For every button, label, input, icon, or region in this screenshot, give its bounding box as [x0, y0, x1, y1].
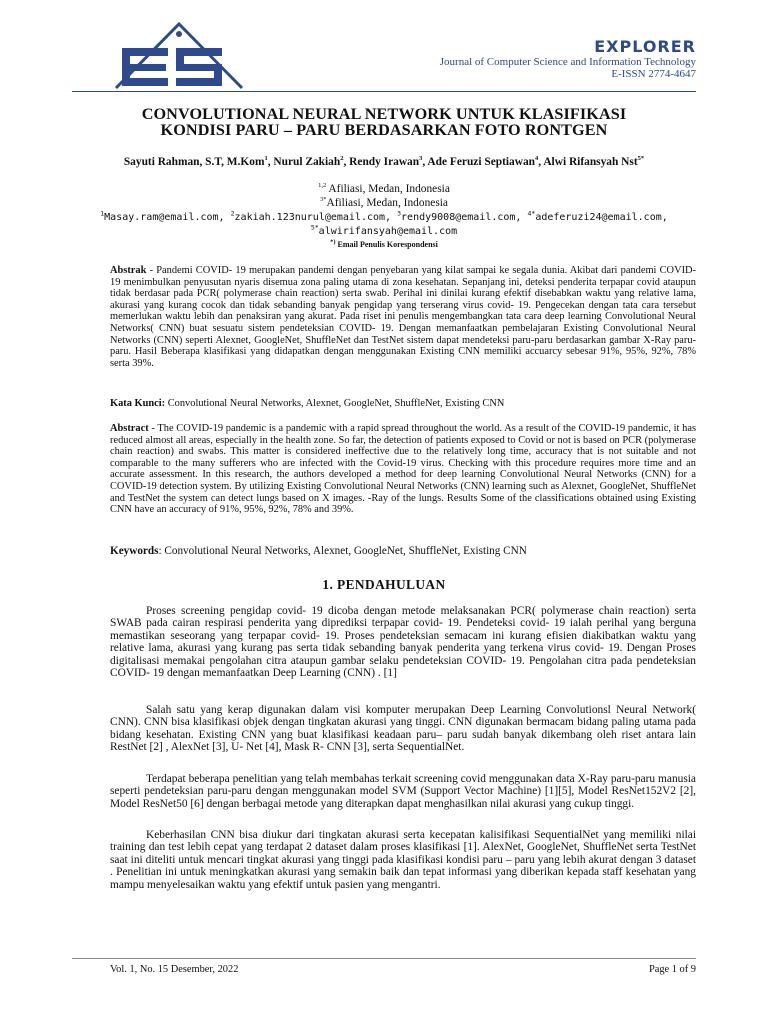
journal-name: Journal of Computer Science and Information Technology: [439, 56, 696, 68]
email-sup: 4*: [527, 209, 536, 218]
affiliation-sup: 3*: [320, 196, 327, 204]
keywords-text: : Convolutional Neural Networks, Alexnet, GoogleNet, ShuffleNet, Existing CNN: [158, 545, 527, 557]
email-sup: 3: [397, 209, 402, 218]
author-sup: 1: [264, 155, 268, 163]
kata-kunci: [110, 398, 696, 409]
header-divider: [72, 91, 696, 92]
email-sup: 2: [230, 209, 235, 218]
body-paragraph-2: [110, 704, 696, 754]
email-link[interactable]: alwirifansyah@email.com: [318, 226, 458, 237]
email-link[interactable]: zakiah.123nurul@email.com,: [234, 212, 392, 223]
body-text: Terdapat beberapa penelitian yang telah membahas terkait screening covid menggunakan data X-Ray paru-paru manusia seperti pendeteksian paru-paru dengan menggunakan model SVM (Support Vector Machine) [1][5], Model ResNet152V2 [2], Model ResNet50 [6] dengan berbagai metode yang diterapkan dapat menghasilkan nilai akurasi yang cukup tinggi.: [110, 773, 696, 810]
body-text: Salah satu yang kerap digunakan dalam visi komputer merupakan Deep Learning Convolutionsl Neural Network( CNN). CNN bisa klasifikasi objek dengan tingkatan akurasi yang tinggi. CNN digunakan bermacam bidang paling utama pada bidang kesehatan. Existing CNN yang buat klasifikasi keadaan paru– paru sudah banyak dikembang oleh riset antara lain RestNet [2] , AlexNet [3], U- Net [4], Mask R- CNN [3], serta SequentialNet.: [110, 704, 696, 754]
author-sup: 3: [419, 155, 423, 163]
email-sup: 1: [100, 209, 105, 218]
abstrak-text: - Pandemi COVID- 19 merupakan pandemi dengan penyebaran yang kilat sampai ke segala dunia. Akibat dari pandemi COVID- 19 menimbulkan penyusutan nyaris disemua zona paling utama di zona kesehatan. Sepanjang ini, deteksi penderita terpapar covid ataupun tidak berdasar pada PCR( polymerase chain reaction) serta swab. Perihal ini dinilai kurang efektif disebabkan waktu yang relative lama, akurasi yang kurang cocok dan tidak sebanding banyak pengidap yang terserang virus covid- 19. Pengecekan dengan tata cara tersebut memerlukan waktu lebih dan penaksiran yang akurat. Pada riset ini penulis mengembangkan tata cara deep learning Convolutional Neural Networks( CNN) buat sesuatu sistem pendeteksian COVID- 19. Dengan memanfaatkan pembelajaran Existing Convolutional Neural Networks (CNN) seperti Alexnet, GoogleNet, ShuffleNet dan TestNet sistem dapat mendeteksi paru-paru berdasarkan gambar X-Ray paru-paru. Hasil Beberapa klasifikasi yang didapatkan dengan menggunakan Existing CNN memiliki accuarcy sebesar 91%, 95%, 92%, 78% serta 39%.: [110, 265, 696, 369]
section-heading: 1. PENDAHULUAN: [322, 577, 446, 592]
author-sup: 5*: [637, 155, 645, 163]
footer-page: Page 1 of 9: [648, 964, 696, 975]
corresponding-sup: *): [330, 238, 336, 246]
journal-info: [440, 38, 696, 80]
email-sup: 5*: [310, 223, 319, 232]
abstract-text: - The COVID-19 pandemic is a pandemic with a rapid spread throughout the world. As a result of the COVID-19 pandemic, it has reduced almost all areas, especially in the health zone. So far, the detection of patients exposed to Covid or not is based on PCR (polymerase chain reaction) and swabs. This matter is considered ineffective due to the relatively long time, accuracy that is not suitable and not comparable to the many sufferers who are infected with the Covid-19 virus. Checking with this procedure requires more time and an accurate assessment. In this research, the authors developed a method for deep learning Convolutional Neural Networks (CNN) for a COVID-19 detection system. By utilizing Existing Convolutional Neural Networks (CNN) learning such as Alexnet, GoogleNet, ShuffleNet and TestNet the system can detect lungs based on X images. -Ray of the lungs. Results Some of the classifications obtained using Existing CNN have an accuracy of 91%, 95%, 92%, 78% and 39%.: [110, 423, 696, 516]
explorer-logo-icon: [112, 22, 246, 90]
title-line-1: CONVOLUTIONAL NEURAL NETWORK UNTUK KLASIFIKASI: [141, 105, 627, 123]
affiliation-2: [72, 197, 696, 210]
author-sup: 4: [535, 155, 539, 163]
affiliation-sup: 1,2: [318, 182, 327, 190]
abstrak-paragraph: [110, 265, 696, 369]
keywords: [110, 545, 696, 557]
author-name: Nurul Zakiah: [273, 156, 341, 168]
author-name: Rendy Irawan: [349, 156, 420, 168]
email-link[interactable]: rendy9008@email.com,: [401, 212, 522, 223]
abstrak-label: Abstrak: [110, 265, 147, 276]
body-text: Proses screening pengidap covid- 19 dicoba dengan metode melaksanakan PCR( polymerase chain reaction) serta SWAB pada cairan respirasi penderita yang diprediksi terpapar covid- 19. Pendeteksi covid- 19 ialah perihal yang berguna memastikan seseorang yang terpapar covid- 19. Proses pendeteksian semacam ini kurang efisien diakibatkan waktu yang relative lama, akurasi yang kurang pas serta tidak sebanding banyak penderita yang terkena virus covid- 19. Dengan Proses digitalisasi memakai pengolahan citra ataupun gambar selaku pendeteksian COVID- 19. Pengolahan citra pada pendeteksian COVID- 19 dengan memanfaatkan Deep Learning (CNN) . [1]: [110, 605, 696, 680]
author-name: Ade Feruzi Septiawan: [427, 156, 535, 168]
body-paragraph-3: [110, 773, 696, 810]
author-name: Sayuti Rahman, S.T, M.Kom: [123, 156, 265, 168]
title-line-2: KONDISI PARU – PARU BERDASARKAN FOTO RONTGEN: [160, 120, 608, 139]
corresponding-note: [72, 238, 696, 251]
author-list: Sayuti Rahman, S.T, M.Kom$^1$, Nurul Zakiah$^2$, Rendy Irawan$^3$, Ade Feruzi Septiawan$^4$, Alwi Rifansyah Nst$^{5*}$: [123, 155, 645, 168]
journal-brand: EXPLORER: [594, 37, 696, 56]
author-sup: 2: [340, 155, 344, 163]
affiliation-1: [72, 183, 696, 196]
abstract-label: Abstract: [110, 423, 149, 434]
email-list: [72, 211, 696, 224]
kata-kunci-text: Convolutional Neural Networks, Alexnet, GoogleNet, ShuffleNet, Existing CNN: [165, 398, 505, 409]
email-line-2: [72, 225, 696, 238]
affiliation-text: Afiliasi, Medan, Indonesia: [328, 183, 450, 195]
journal-issn: E-ISSN 2774-4647: [611, 68, 696, 80]
email-link[interactable]: adeferuzi24@email.com,: [535, 212, 668, 223]
abstract-paragraph: [110, 423, 696, 516]
email-link[interactable]: Masay.ram@email.com,: [104, 212, 225, 223]
author-name: Alwi Rifansyah Nst: [543, 156, 638, 168]
footer-volume: Vol. 1, No. 15 Desember, 2022: [110, 964, 239, 975]
kata-kunci-label: Kata Kunci:: [110, 398, 166, 409]
body-paragraph-1: [110, 605, 696, 679]
body-text: Keberhasilan CNN bisa diukur dari tingkatan akurasi serta kecepatan kalisifikasi SequentialNet yang memiliki nilai training dan test lebih cepat yang terdapat 2 dataset dalam proses klasifikasi [1]. AlexNet, GoogleNet, ShuffleNet serta TestNet saat ini diteliti untuk mencari tingkat akurasi yang tinggi pada klasifikasi kondisi paru – paru yang lebih akurat dengan 3 dataset . Penelitian ini untuk meningkatkan akurasi yang semakin baik dan tepat informasi yang diberikan kepada staff kesehatan yang mampu menyelesaikan waktu yang efektif untuk pasien yang mengantri.: [110, 829, 696, 891]
corresponding-text: Email Penulis Korespondensi: [337, 240, 438, 249]
affiliation-text: Afiliasi, Medan, Indonesia: [326, 197, 448, 209]
paper-title: [72, 107, 696, 138]
keywords-label: Keywords: [110, 545, 159, 557]
footer-divider: [72, 958, 696, 959]
body-paragraph-4: [110, 829, 696, 891]
